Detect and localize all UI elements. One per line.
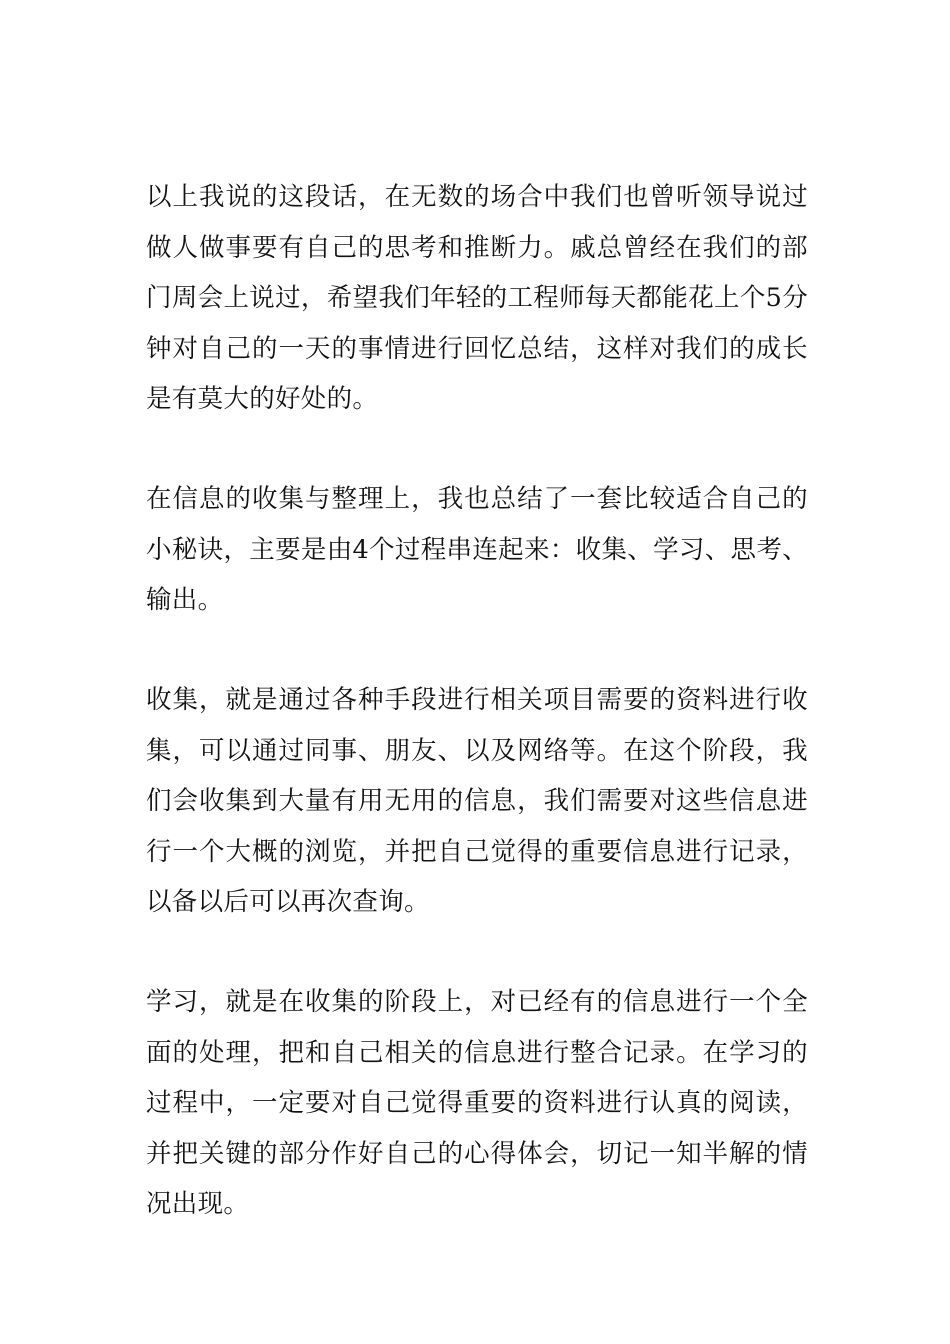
document-body [146, 172, 808, 1219]
paragraph-2: 在信息的收集与整理上，我也总结了一套比较适合自己的小秘诀，主要是由4个过程串连起来：收集、学习、思考、输出。 [146, 484, 808, 615]
paragraph-1: 以上我说的这段话，在无数的场合中我们也曾听领导说过做人做事要有自己的思考和推断力。戚总曾经在我们的部门周会上说过，希望我们年轻的工程师每天都能花上个5分钟对自己的一天的事情进行回忆总结，这样对我们的成长是有莫大的好处的。 [146, 182, 808, 414]
paragraph-3: 收集，就是通过各种手段进行相关项目需要的资料进行收集，可以通过同事、朋友、以及网络等。在这个阶段，我们会收集到大量有用无用的信息，我们需要对这些信息进行一个大概的浏览，并把自己觉得的重要信息进行记录，以备以后可以再次查询。 [146, 685, 808, 917]
paragraph-4: 学习，就是在收集的阶段上，对已经有的信息进行一个全面的处理，把和自己相关的信息进行整合记录。在学习的过程中，一定要对自己觉得重要的资料进行认真的阅读，并把关键的部分作好自己的心得体会，切记一知半解的情况出现。 [146, 987, 808, 1219]
